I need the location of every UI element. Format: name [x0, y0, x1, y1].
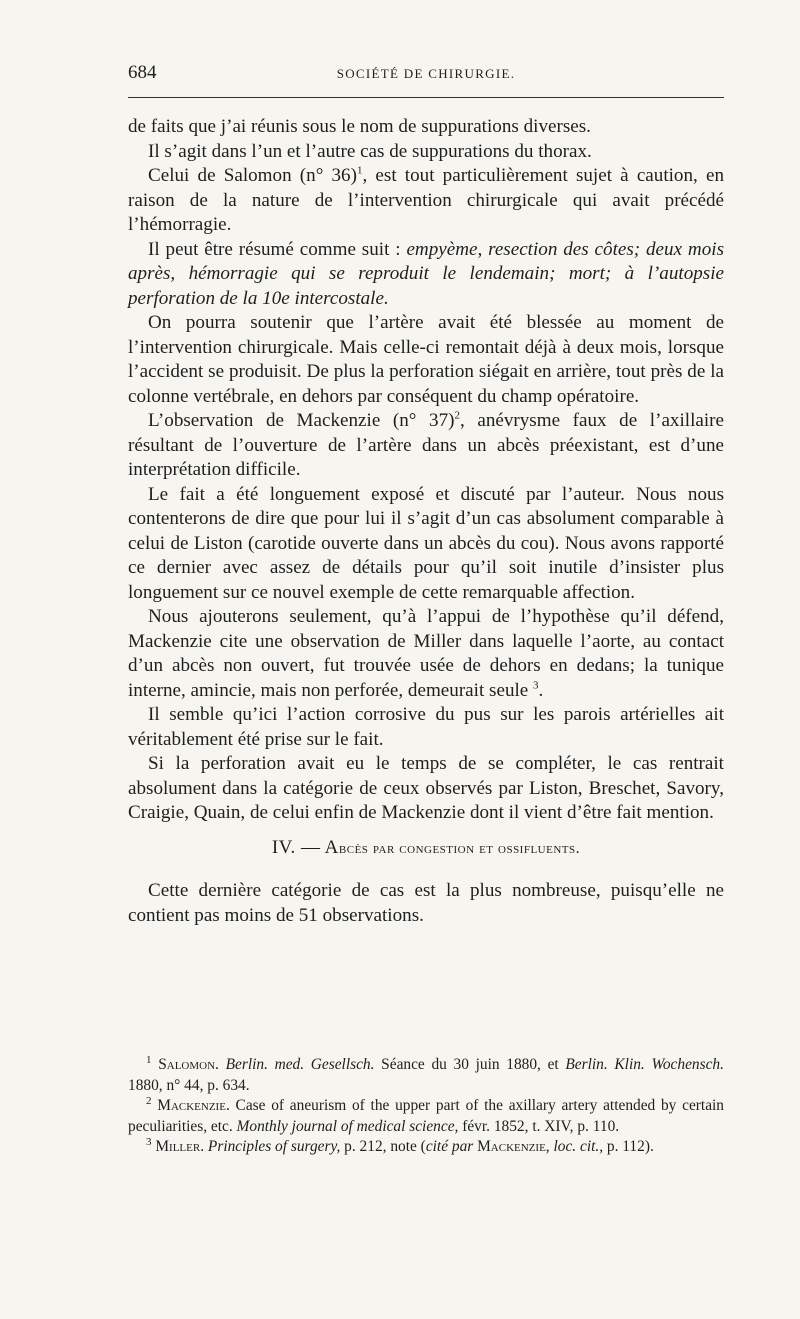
paragraph: On pourra soutenir que l’artère avait été blessée au moment de l’intervention chirurgicale. Mais celle-ci remontait déjà à deux mois, lorsque l’accident se produisit. De plus la perforation siégait en arrière, tout près de la colonne vertébrale, en dehors par conséquent du champ opératoire.	[128, 312, 724, 407]
footnotes	[128, 1055, 724, 1158]
running-title: SOCIÉTÉ DE CHIRURGIE.	[336, 66, 516, 81]
paragraph: Il s’agit dans l’un et l’autre cas de suppurations du thorax.	[148, 140, 592, 162]
footnote-ref: 3	[533, 679, 539, 692]
footnote-ref: 1	[356, 164, 363, 177]
footnote-2: $^2$ Mackenzie. Case of aneurism of the upper part of the axillary artery attended by certain peculiarities, etc. Monthly journal of medical science, févr. 1852, t. XIV, p. 110.	[128, 1094, 724, 1135]
page-number: 684	[128, 62, 157, 83]
footnote-3: $^3$ Miller. Principles of surgery, p. 212, note (cité par Mackenzie, loc. cit., p. 112).	[146, 1135, 654, 1155]
page-header	[128, 58, 724, 88]
paragraph: Il semble qu’ici l’action corrosive du pus sur les parois artérielles ait véritablement été prise sur le fait.	[128, 704, 724, 750]
paragraph: de faits que j’ai réunis sous le nom de suppurations diverses.	[128, 116, 591, 137]
paragraph: Nous ajouterons seulement, qu’à l’appui de l’hypothèse qu’il défend, Mackenzie cite une observation de Miller dans laquelle l’aorte, au contact d’un abcès non ouvert, fut trouvée usée de dehors en dedans; la tunique interne, amincie, mais non perforée, demeurait seule $^3$.	[128, 606, 724, 701]
main-text	[128, 115, 724, 928]
paragraph: Celui de Salomon (n° 36)$^1$, est tout particulièrement sujet à caution, en raison de la nature de l’intervention chirurgicale qui avait précédé l’hémorragie.	[128, 164, 724, 235]
header-rule	[128, 97, 724, 98]
paragraph: Il peut être résumé comme suit : empyème, resection des côtes; deux mois après, hémorragie qui se reproduit le lendemain; mort; à l’autopsie perforation de la 10e intercostale.	[128, 238, 724, 309]
paragraph: Si la perforation avait eu le temps de se compléter, le cas rentrait absolument dans la catégorie de ceux observés par Liston, Breschet, Savory, Craigie, Quain, de celui enfin de Mackenzie dont il vient d’être fait mention.	[128, 753, 724, 823]
paragraph: Cette dernière catégorie de cas est la plus nombreuse, puisqu’elle ne contient pas moins de 51 observations.	[128, 880, 724, 926]
footnote-ref: 2	[454, 409, 460, 422]
case-summary: empyème, resection des côtes; deux mois après, hémorragie qui se reproduit le lendemain; mort; à l’autopsie perforation de la 10e intercostale.	[128, 238, 724, 309]
paragraph: L’observation de Mackenzie (n° 37)$^2$, anévrysme faux de l’axillaire résultant de l’ouverture de l’artère dans un abcès préexistant, est d’une interprétation difficile.	[128, 409, 724, 480]
section-heading: IV. — Abcès par congestion et ossifluents.	[271, 836, 581, 858]
paragraph: Le fait a été longuement exposé et discuté par l’auteur. Nous nous contenterons de dire que pour lui il s’agit d’un cas absolument comparable à celui de Liston (carotide ouverte dans un abcès du cou). Nous avons rapporté ce dernier avec assez de détails pour qu’il soit inutile d’insister plus longuement sur ce nouvel exemple de cette remarquable affection.	[128, 483, 724, 603]
footnote-1: $^1$ Salomon. Berlin. med. Gesellsch. Séance du 30 juin 1880, et Berlin. Klin. Wochensch. 1880, n° 44, p. 634.	[128, 1053, 724, 1094]
